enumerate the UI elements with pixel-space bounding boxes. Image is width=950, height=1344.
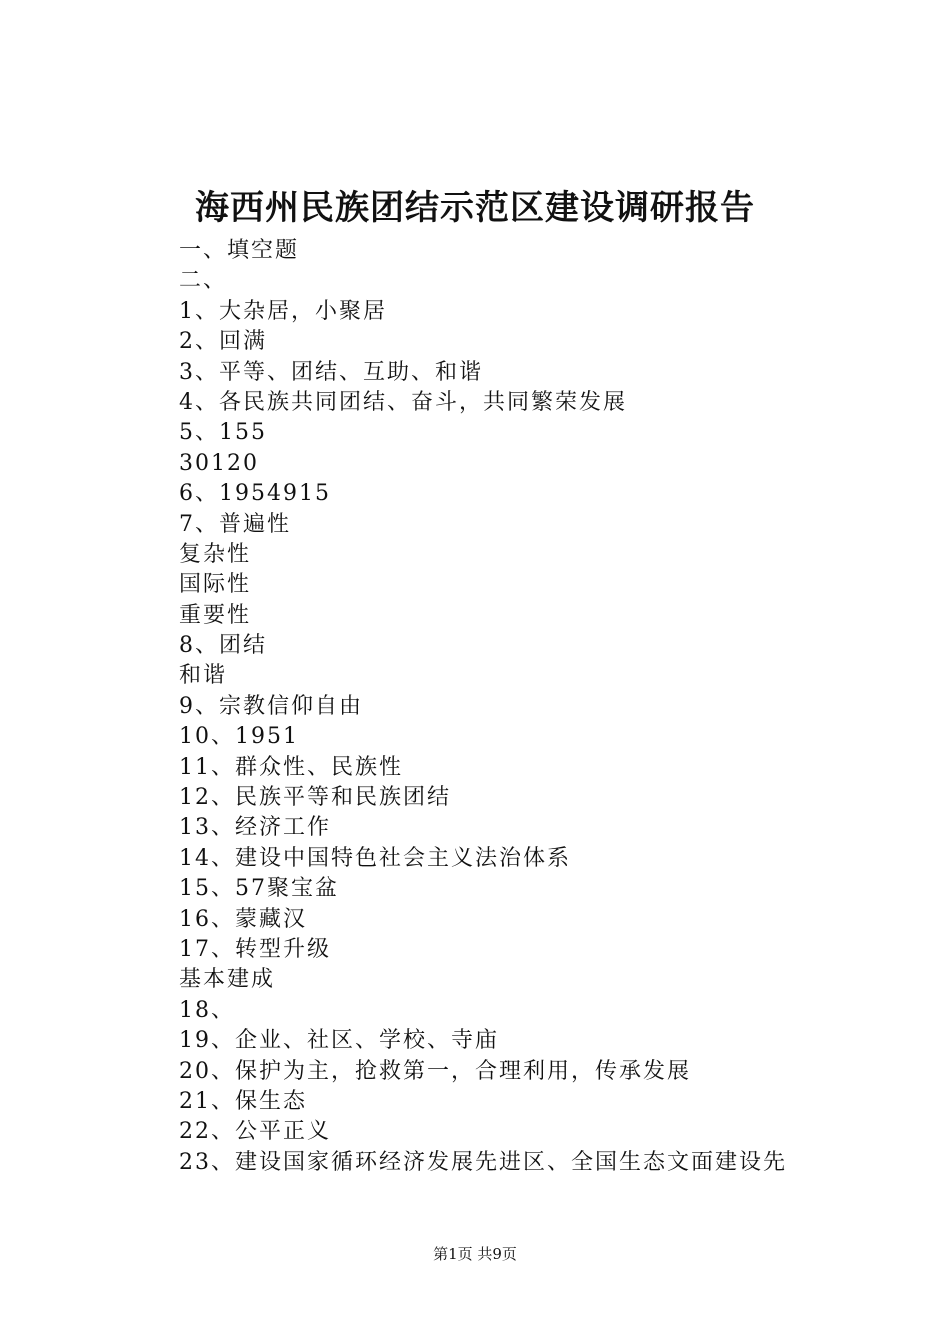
list-item: 2、回满 (179, 329, 267, 355)
list-item: 1、大杂居，小聚居 (179, 298, 387, 324)
list-item: 11、群众性、民族性 (179, 754, 403, 780)
list-item: 12、民族平等和民族团结 (179, 785, 451, 811)
list-item: 17、转型升级 (179, 936, 331, 962)
list-item: 8、团结 (179, 633, 267, 659)
list-item: 基本建成 (179, 967, 276, 993)
page-footer: 第1页 共9页 (433, 1245, 517, 1263)
list-item: 10、1951 (179, 724, 299, 750)
list-item: 国际性 (179, 572, 252, 598)
list-item: 13、经济工作 (179, 815, 331, 841)
list-item: 16、蒙藏汉 (179, 906, 307, 932)
list-item: 20、保护为主，抢救第一，合理利用，传承发展 (179, 1058, 691, 1084)
list-item: 23、建设国家循环经济发展先进区、全国生态文面建设先 (179, 1149, 787, 1175)
list-item: 二、 (179, 268, 228, 294)
list-item: 复杂性 (179, 541, 252, 567)
list-item: 4、各民族共同团结、奋斗，共同繁荣发展 (179, 389, 627, 415)
list-item: 3、平等、团结、互助、和谐 (179, 359, 483, 385)
list-item: 19、企业、社区、学校、寺庙 (179, 1028, 499, 1054)
document-title: 海西州民族团结示范区建设调研报告 (195, 188, 755, 228)
list-item: 21、保生态 (179, 1088, 307, 1114)
list-item: 6、1954915 (179, 481, 331, 507)
list-item: 22、公平正义 (179, 1119, 331, 1145)
list-item: 18、 (179, 997, 235, 1023)
list-item: 一、填空题 (179, 238, 300, 263)
list-item: 和谐 (179, 663, 228, 689)
list-item: 9、宗教信仰自由 (179, 693, 363, 719)
list-item: 重要性 (179, 602, 252, 628)
list-item: 7、普遍性 (179, 511, 291, 537)
list-item: 5、155 (179, 420, 267, 446)
answer-list (179, 236, 879, 1178)
list-item: 14、建设中国特色社会主义法治体系 (179, 845, 571, 871)
list-item: 30120 (179, 450, 259, 476)
list-item: 15、57聚宝盆 (179, 876, 339, 902)
